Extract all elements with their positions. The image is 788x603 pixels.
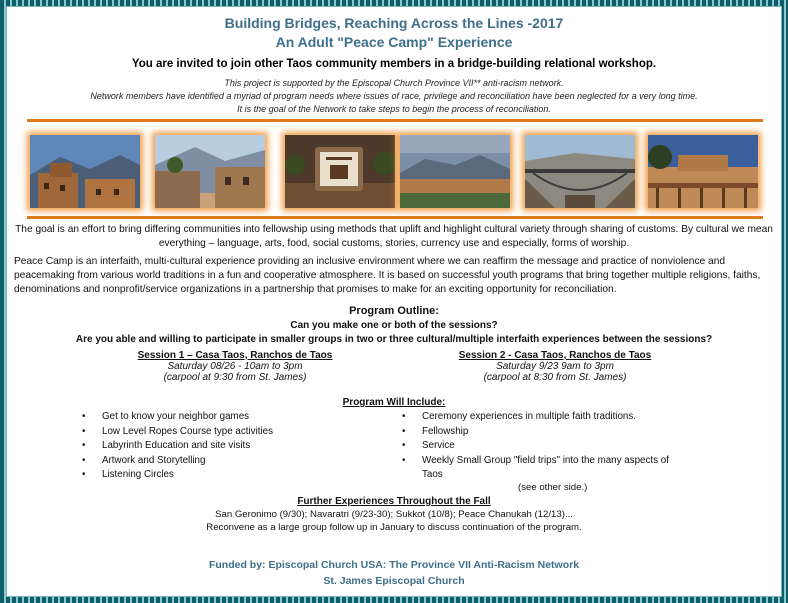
photo-gorge-bridge — [525, 135, 635, 208]
support-line-2: Network members have identified a myriad of program needs where issues of race, privilege and reconciliation have been neglected for a very long time. — [90, 91, 698, 101]
support-line-1: This project is supported by the Episcopal Church Province VII** anti-racism network. — [224, 78, 564, 88]
list-item: • Service — [400, 439, 690, 454]
session-1-date: Saturday 08/26 - 10am to 3pm — [167, 361, 303, 372]
photo-welcome-to-taos-sign — [285, 135, 395, 208]
further-experiences-dates: San Geronimo (9/30); Navaratri (9/23-30); Sukkot (10/8); Peace Chanukah (12/13)... — [215, 509, 573, 520]
program-outline-heading: Program Outline: — [349, 305, 439, 317]
list-item: • Fellowship — [400, 425, 690, 440]
orange-divider-bottom — [27, 216, 763, 219]
goal-paragraph: The goal is an effort to bring differing communities into fellowship using methods that uplift and highlight cultural variety through sharing of customs. By cultural we mean everything – language, arts, food, social customs, stories, currency use and especially, forms of worship. — [15, 224, 773, 249]
see-other-side-note: (see other side.) — [518, 482, 588, 493]
photo-taos-street — [155, 135, 265, 208]
list-item: • Weekly Small Group "field trips" into the many aspects of Taos — [400, 454, 690, 483]
photo-desert-mesa — [400, 135, 510, 208]
invitation-text: You are invited to join other Taos community members in a bridge-building relational workshop. — [131, 58, 657, 70]
list-item: • Low Level Ropes Course type activities — [80, 425, 380, 440]
program-includes-heading: Program Will Include: — [342, 397, 446, 408]
further-experiences-heading: Further Experiences Throughout the Fall — [297, 496, 491, 507]
photo-plaza-adobe — [648, 135, 758, 208]
reconvene-note: Reconvene as a large group follow up in January to discuss continuation of the program. — [206, 522, 582, 533]
list-item: • Listening Circles — [80, 468, 380, 483]
session-2-title: Session 2 - Casa Taos, Ranchos de Taos — [458, 350, 652, 361]
session-2-date: Saturday 9/23 9am to 3pm — [496, 361, 614, 372]
session-2-block — [450, 350, 660, 383]
session-1-title: Session 1 – Casa Taos, Ranchos de Taos — [137, 350, 333, 361]
orange-divider-top — [27, 119, 763, 122]
list-item: • Labyrinth Education and site visits — [80, 439, 380, 454]
left-activities-list — [80, 410, 380, 483]
question-participate: Are you able and willing to participate in smaller groups in two or three cultural/multiple interfaith experiences between the sessions? — [75, 334, 713, 345]
list-item: • Get to know your neighbor games — [80, 410, 380, 425]
support-line-3: It is the goal of the Network to take steps to begin the process of reconciliation. — [237, 104, 551, 114]
question-sessions: Can you make one or both of the sessions? — [290, 320, 498, 331]
church-name: St. James Episcopal Church — [323, 575, 465, 587]
page-subtitle: An Adult "Peace Camp" Experience — [275, 34, 513, 50]
list-item: • Artwork and Storytelling — [80, 454, 380, 469]
session-1-block — [130, 350, 340, 383]
page-title: Building Bridges, Reaching Across the Lines -2017 — [224, 15, 564, 31]
right-activities-list — [400, 410, 690, 483]
photo-taos-pueblo — [30, 135, 140, 208]
session-2-carpool: (carpool at 8:30 from St. James) — [483, 372, 627, 383]
peace-camp-paragraph: Peace Camp is an interfaith, multi-cultural experience providing an inclusive environment where we can reaffirm the message and practice of nonviolence and peacemaking from various world traditions in a fun and cooperative atmosphere. It is based on successful youth programs that bring together multiple religions, faiths, denominations and nonprofit/service organizations in a partnership that promises to make for an exciting opportunity for reconciliation. — [14, 256, 761, 295]
funded-by-line: Funded by: Episcopal Church USA: The Province VII Anti-Racism Network — [208, 559, 580, 571]
list-item: • Ceremony experiences in multiple faith traditions. — [400, 410, 690, 425]
session-1-carpool: (carpool at 9:30 from St. James) — [163, 372, 307, 383]
